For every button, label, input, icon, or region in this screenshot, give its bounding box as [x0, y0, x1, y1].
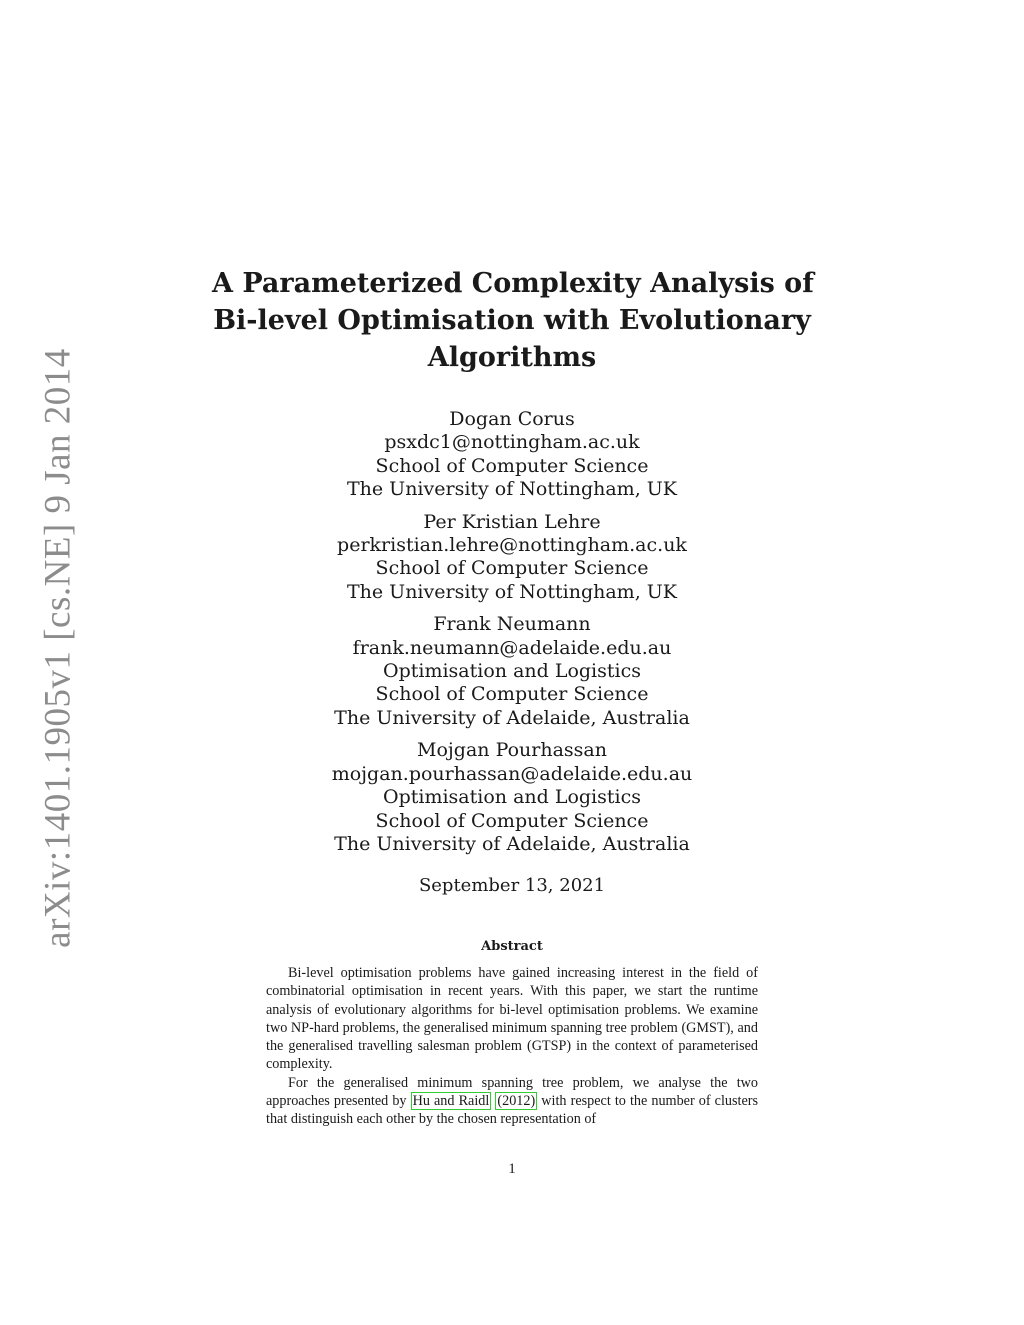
author-block-lehre: [212, 511, 812, 605]
abstract-body: [266, 964, 758, 1129]
author-email: mojgan.pourhassan@adelaide.edu.au: [331, 762, 693, 785]
author-email: frank.neumann@adelaide.edu.au: [352, 636, 672, 659]
title-line-3: Algorithms: [427, 342, 597, 373]
title-line-1: A Parameterized Complexity Analysis of: [212, 268, 814, 299]
author-block-neumann: [212, 613, 812, 730]
author-block-corus: [212, 408, 812, 502]
author-list: [212, 408, 812, 865]
title-line-2: Bi-level Optimisation with Evolutionary: [213, 305, 811, 336]
author-email: psxdc1@nottingham.ac.uk: [384, 431, 640, 454]
author-affiliation: The University of Nottingham, UK: [346, 580, 677, 603]
author-affiliation: School of Computer Science: [375, 683, 649, 706]
author-affiliation: School of Computer Science: [375, 454, 649, 477]
author-affiliation: Optimisation and Logistics: [383, 786, 641, 809]
author-affiliation: School of Computer Science: [375, 557, 649, 580]
paper-title: [212, 265, 812, 376]
citation-link-year[interactable]: (2012): [497, 1093, 536, 1110]
author-email: perkristian.lehre@nottingham.ac.uk: [337, 534, 687, 557]
abstract-paragraph-2: [266, 1074, 758, 1129]
author-affiliation: The University of Adelaide, Australia: [334, 832, 690, 855]
page-number: 1: [508, 1161, 516, 1177]
abstract-text: with respect to the number of clusters that distinguish each other by the chosen representation of: [266, 1093, 759, 1128]
abstract-text: For the generalised minimum spanning tree problem, we analyse the two approaches presented by: [266, 1074, 758, 1110]
author-block-pourhassan: [212, 739, 812, 856]
author-name: Dogan Corus: [449, 408, 575, 430]
author-name: Frank Neumann: [433, 613, 591, 636]
paper-date: September 13, 2021: [418, 875, 606, 896]
arxiv-identifier-stamp: arXiv:1401.1905v1 [cs.NE] 9 Jan 2014: [37, 348, 79, 948]
author-affiliation: The University of Adelaide, Australia: [334, 706, 690, 729]
author-affiliation: The University of Nottingham, UK: [346, 478, 677, 501]
author-affiliation: School of Computer Science: [375, 809, 649, 832]
abstract-heading: Abstract: [481, 939, 543, 954]
author-name: Per Kristian Lehre: [423, 510, 601, 533]
author-affiliation: Optimisation and Logistics: [383, 660, 641, 683]
author-name: Mojgan Pourhassan: [417, 739, 607, 762]
abstract-paragraph-1: Bi-level optimisation problems have gained increasing interest in the field of combinatorial optimisation in recent years. With this paper, we start the runtime analysis of evolutionary algorithms for bi-level optimisation problems. We examine two NP-hard problems, the generalised minimum spanning tree problem (GMST), and the generalised travelling salesman problem (GTSP) in the context of parameterised complexity.: [266, 965, 758, 1073]
citation-link-authors[interactable]: Hu and Raidl: [412, 1093, 490, 1110]
